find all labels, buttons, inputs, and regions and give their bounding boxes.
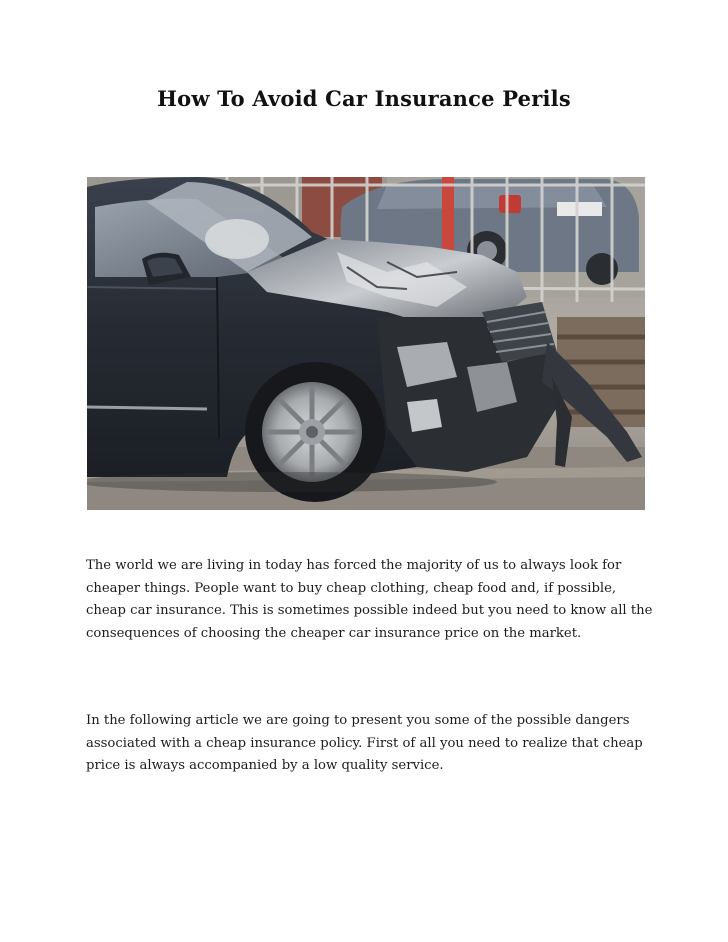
paragraph-article: In the following article we are going to present you some of the possible dangers associated with a cheap insurance policy. First of all you need to realize that cheap price is always accompanied by a low quality service. bbox=[86, 713, 643, 773]
crashed-car-photo bbox=[87, 177, 645, 510]
page-title: How To Avoid Car Insurance Perils bbox=[157, 86, 571, 111]
paragraph-intro: The world we are living in today has forced the majority of us to always look for cheaper things. People want to buy cheap clothing, cheap food and, if possible, cheap car insurance. This is sometimes possible indeed but you need to know all the consequences of choosing the cheaper car insurance price on the market. bbox=[86, 558, 653, 641]
